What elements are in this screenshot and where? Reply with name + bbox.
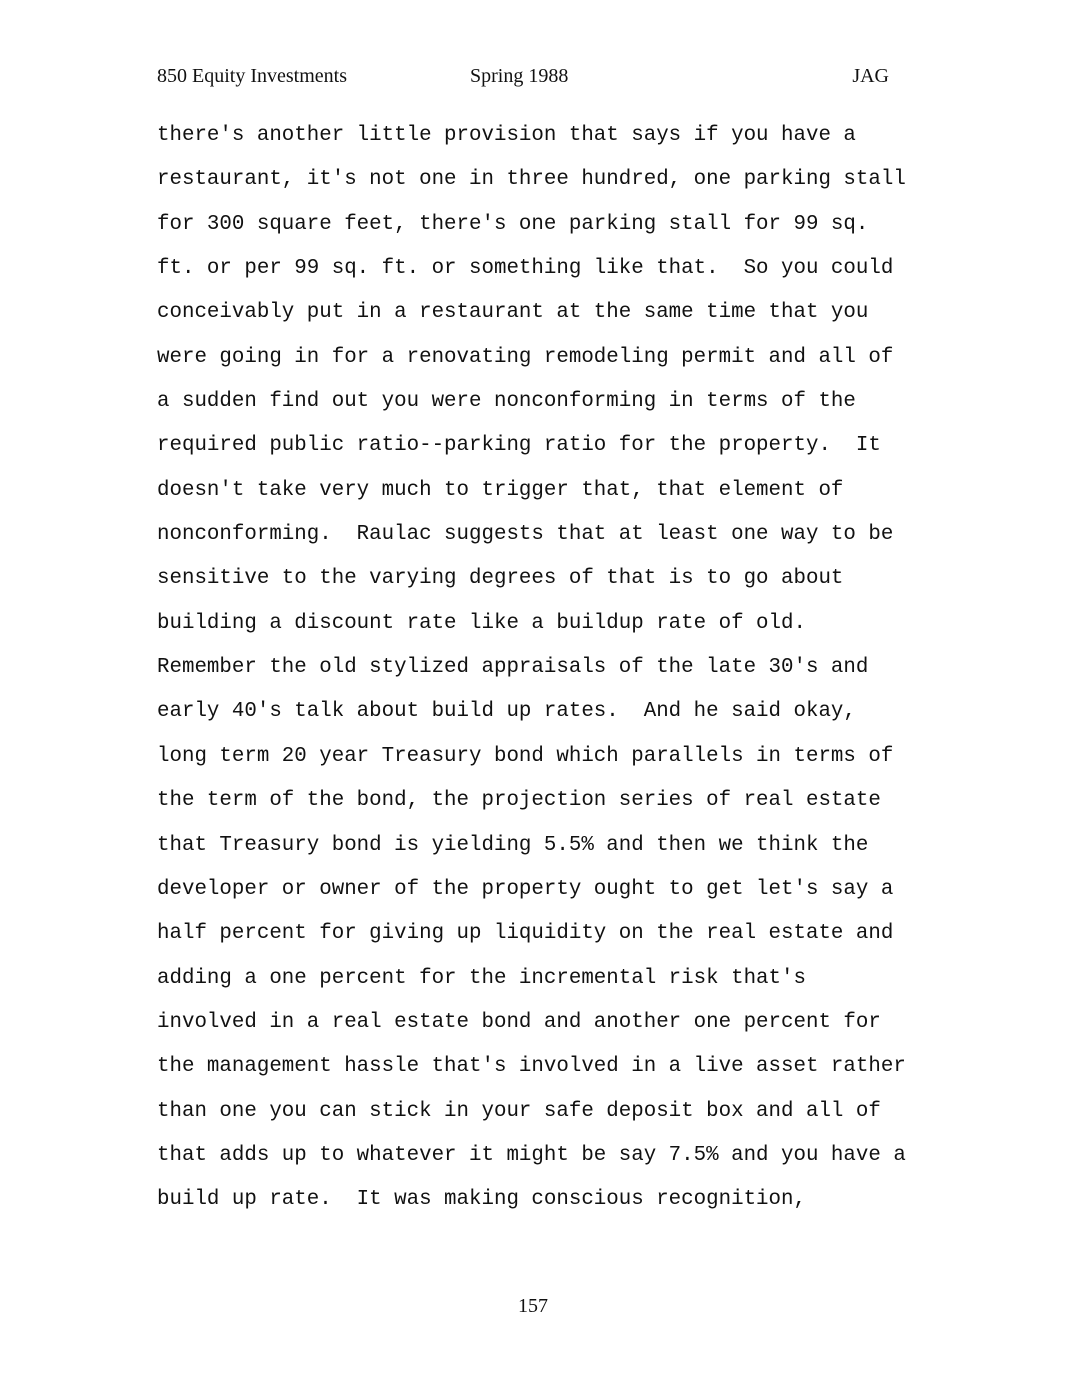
text-line: for 300 square feet, there's one parking stall for 99 sq. — [157, 212, 869, 236]
text-line: conceivably put in a restaurant at the same time that you — [157, 301, 869, 325]
text-line: involved in a real estate bond and another one percent for — [157, 1010, 881, 1034]
text-line: adding a one percent for the incremental risk that's — [157, 966, 806, 990]
text-line: early 40's talk about build up rates. And he said okay, — [157, 700, 856, 724]
header-initials: JAG — [852, 65, 889, 87]
page-number: 157 — [518, 1295, 548, 1317]
text-line: that Treasury bond is yielding 5.5% and then we think the — [157, 833, 869, 857]
text-line: the management hassle that's involved in a live asset rather — [157, 1055, 906, 1079]
text-line: than one you can stick in your safe deposit box and all of — [157, 1099, 881, 1123]
text-line: were going in for a renovating remodeling permit and all of — [157, 345, 894, 369]
text-line: half percent for giving up liquidity on the real estate and — [157, 922, 894, 946]
text-line: ft. or per 99 sq. ft. or something like that. So you could — [157, 257, 894, 281]
text-line: developer or owner of the property ought to get let's say a — [157, 877, 894, 901]
header-term: Spring 1988 — [470, 65, 569, 87]
text-line: the term of the bond, the projection series of real estate — [157, 789, 881, 813]
text-line: restaurant, it's not one in three hundred, one parking stall — [157, 168, 906, 192]
text-line: doesn't take very much to trigger that, that element of — [157, 478, 844, 502]
text-line: build up rate. It was making conscious recognition, — [157, 1188, 806, 1212]
text-line: that adds up to whatever it might be say 7.5% and you have a — [157, 1143, 906, 1167]
text-line: required public ratio--parking ratio for the property. It — [157, 434, 881, 458]
text-line: nonconforming. Raulac suggests that at least one way to be — [157, 523, 894, 547]
text-line: long term 20 year Treasury bond which parallels in terms of — [157, 744, 894, 768]
text-line: a sudden find out you were nonconforming in terms of the — [157, 390, 856, 414]
header-course-title: 850 Equity Investments — [157, 65, 347, 87]
text-line: there's another little provision that says if you have a — [157, 124, 856, 147]
transcript-body — [157, 114, 957, 1223]
page-header — [157, 62, 889, 90]
text-line: Remember the old stylized appraisals of the late 30's and — [157, 656, 869, 680]
text-line: sensitive to the varying degrees of that is to go about — [157, 567, 844, 591]
text-line: building a discount rate like a buildup rate of old. — [157, 611, 806, 635]
